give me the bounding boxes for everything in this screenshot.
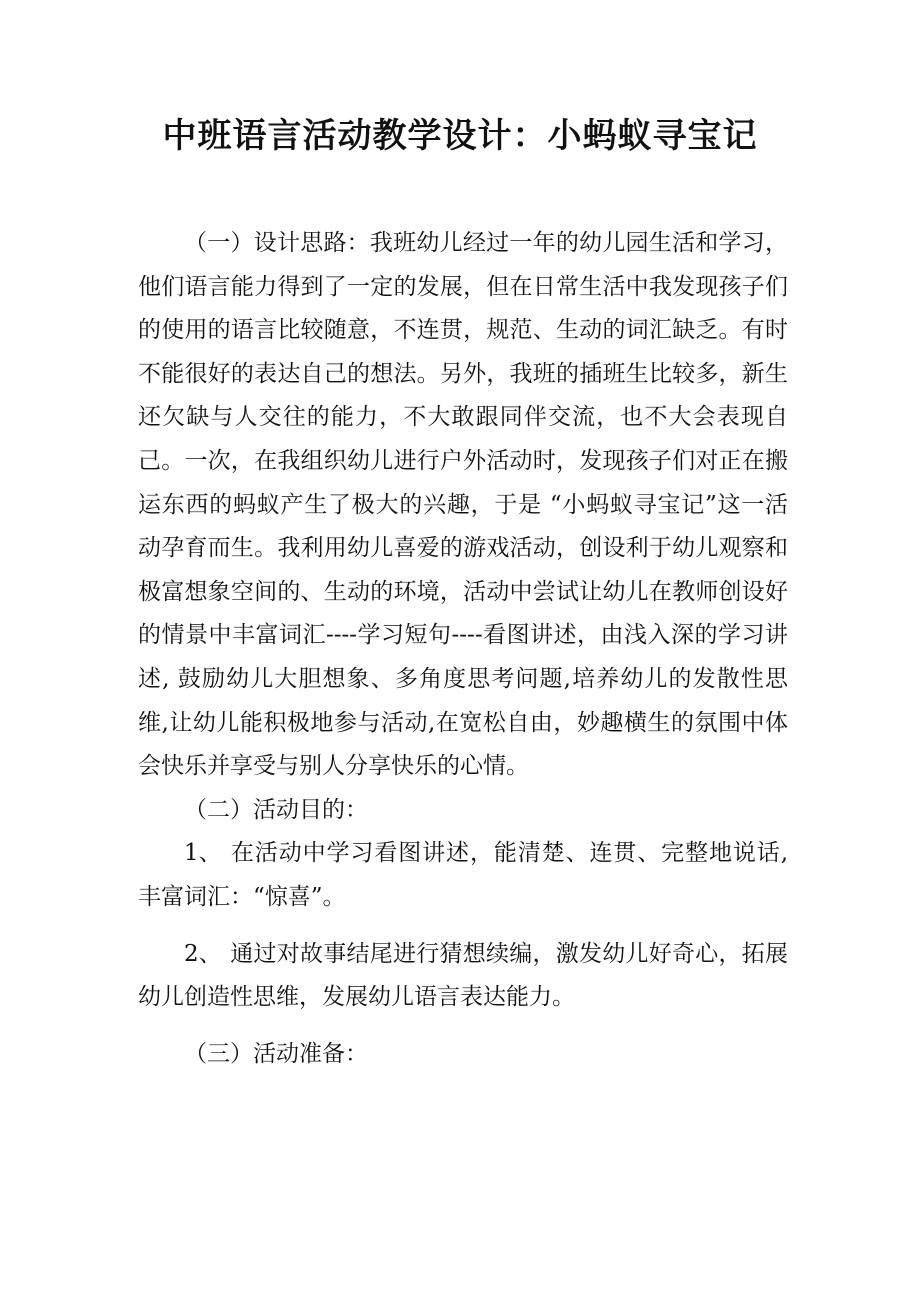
goal-2-number: 2、 — [184, 940, 222, 967]
preparation-heading: （三）活动准备： — [184, 1040, 368, 1067]
document-body — [138, 222, 788, 1076]
goals-heading: （二）活动目的： — [184, 796, 368, 823]
goal-item-2 — [138, 933, 788, 1020]
design-idea-paragraph: （一）设计思路：我班幼儿经过一年的幼儿园生活和学习，他们语言能力得到了一定的发展，但在日常生活中我发现孩子们的使用的语言比较随意，不连贯，规范、生动的词汇缺乏。有时不能很好的表达自己的想法。另外，我班的插班生比较多，新生还欠缺与人交往的能力，不大敢跟同伴交流，也不大会表现自己。一次，在我组织幼儿进行户外活动时，发现孩子们对正在搬运东西的蚂蚁产生了极大的兴趣，于是 “小蚂蚁寻宝记”这一活动孕育而生。我利用幼儿喜爱的游戏活动，创设利于幼儿观察和极富想象空间的、生动的环境，活动中尝试让幼儿在教师创设好的情景中丰富词汇----学习短句----看图讲述，由浅入深的学习讲述, 鼓励幼儿大胆想象、多角度思考问题,培养幼儿的发散性思维,让幼儿能积极地参与活动,在宽松自由，妙趣横生的氛围中体会快乐并享受与别人分享快乐的心情。 — [138, 230, 788, 780]
goal-2-text: 通过对故事结尾进行猜想续编，激发幼儿好奇心，拓展幼儿创造性思维，发展幼儿语言表达能力。 — [138, 940, 788, 1011]
goal-1-number: 1、 — [184, 840, 222, 867]
goal-item-1 — [138, 832, 788, 919]
goal-1-text: 在活动中学习看图讲述，能清楚、连贯、完整地说话,丰富词汇：“惊喜”。 — [138, 840, 788, 910]
document-title: 中班语言活动教学设计：小蚂蚁寻宝记 — [162, 116, 758, 156]
